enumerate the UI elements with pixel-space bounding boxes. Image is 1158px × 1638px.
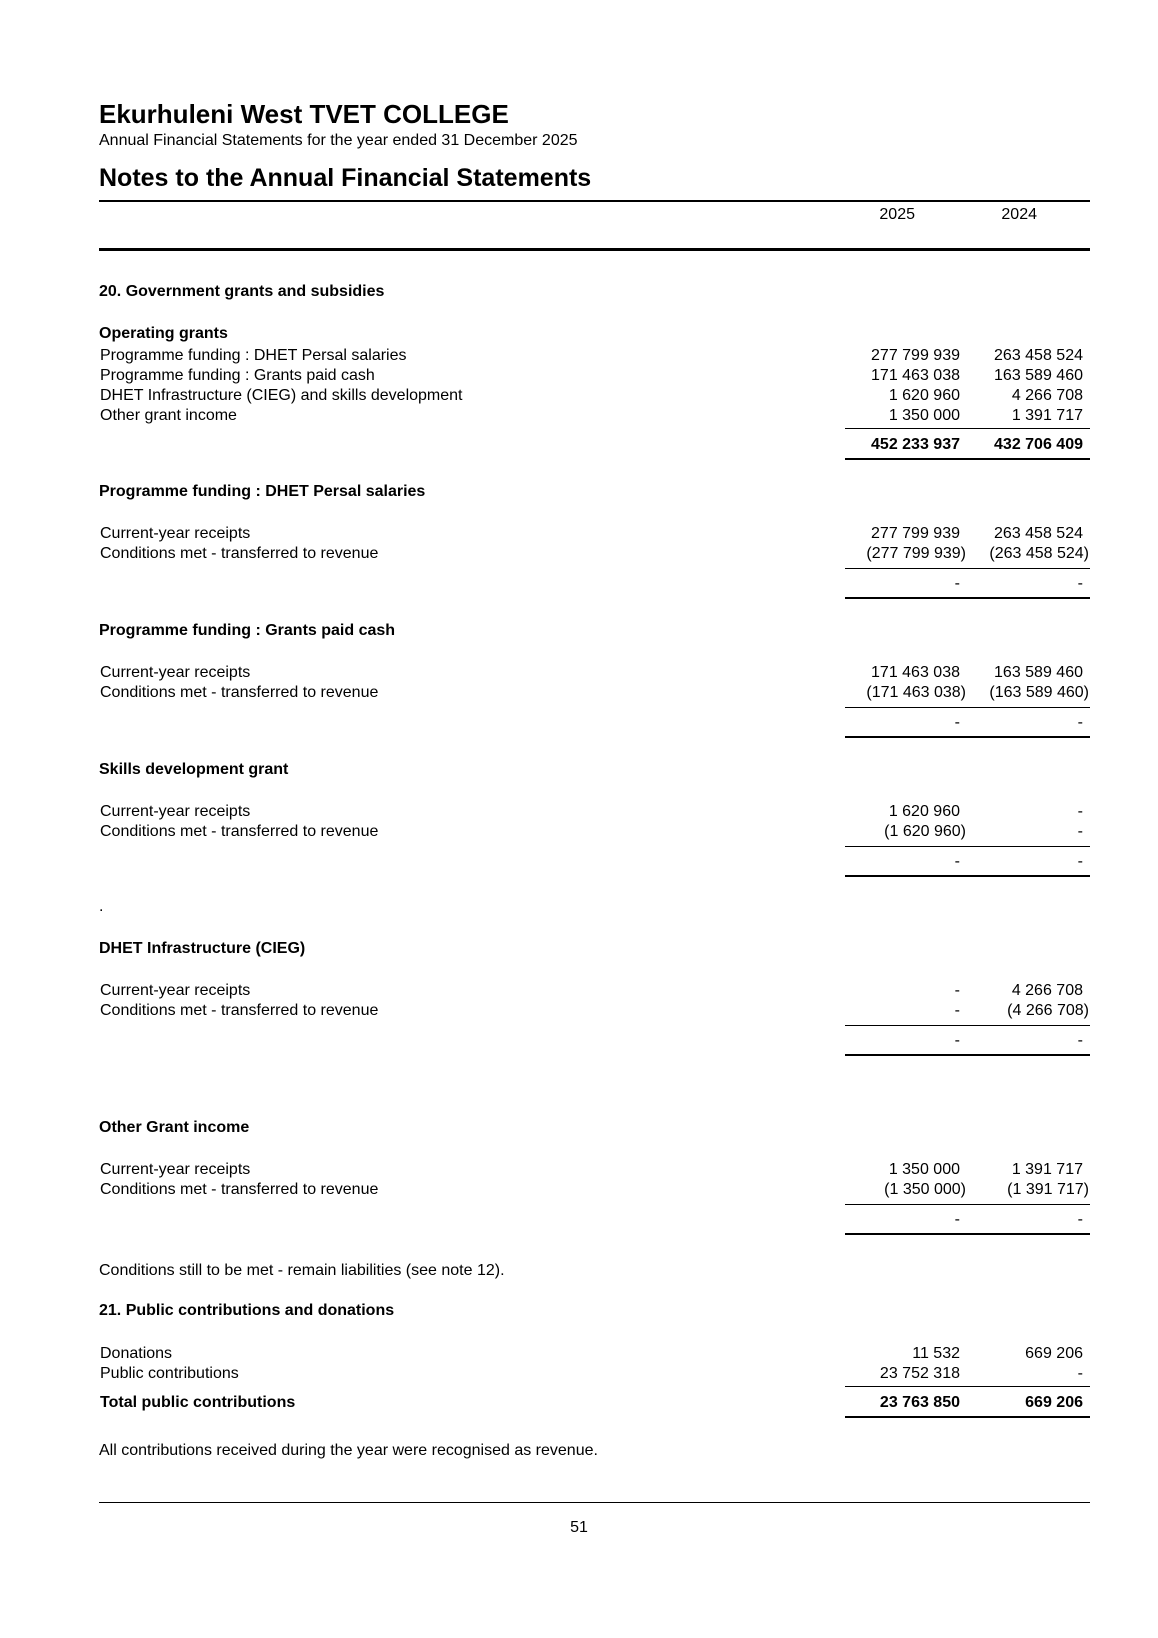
total-rule <box>845 1416 1090 1418</box>
subtotal-rule <box>845 568 1090 569</box>
receipts-2024: 1 391 717 <box>1011 1161 1083 1178</box>
conditions-label: Conditions met - transferred to revenue <box>100 545 379 562</box>
subtotal-rule <box>845 846 1090 847</box>
total-contributions-2024: 669 206 <box>1025 1394 1083 1411</box>
receipts-2025: 1 350 000 <box>888 1161 960 1178</box>
column-header-rule <box>99 248 1090 251</box>
section-title: Programme funding : Grants paid cash <box>99 622 396 639</box>
conditions-2025: (1 350 000) <box>884 1181 966 1198</box>
receipts-label: Current-year receipts <box>100 1161 251 1178</box>
operating-row-label: DHET Infrastructure (CIEG) and skills development <box>100 387 463 404</box>
contribution-row-2024: 669 206 <box>1025 1345 1083 1362</box>
operating-row-2024: 263 458 524 <box>994 347 1083 364</box>
conditions-label: Conditions met - transferred to revenue <box>100 823 379 840</box>
section-total-2024: - <box>1077 853 1083 870</box>
operating-total-2025: 452 233 937 <box>871 436 960 453</box>
operating-row-2025: 1 620 960 <box>888 387 960 404</box>
section-total-2025: - <box>954 714 960 731</box>
college-name: Ekurhuleni West TVET COLLEGE <box>99 99 509 129</box>
conditions-2024: (163 589 460) <box>989 684 1089 701</box>
page-number: 51 <box>570 1519 588 1536</box>
total-contributions-label: Total public contributions <box>100 1394 296 1411</box>
operating-grants-title: Operating grants <box>99 325 228 342</box>
operating-row-label: Other grant income <box>100 407 237 424</box>
operating-row-2025: 277 799 939 <box>871 347 960 364</box>
statements-subtitle: Annual Financial Statements for the year ended 31 December 2025 <box>99 132 578 149</box>
receipts-2024: - <box>1077 803 1083 820</box>
total-rule <box>845 736 1090 738</box>
operating-row-2024: 1 391 717 <box>1011 407 1083 424</box>
contribution-row-label: Donations <box>100 1345 173 1362</box>
operating-row-label: Programme funding : DHET Persal salaries <box>100 347 407 364</box>
conditions-label: Conditions met - transferred to revenue <box>100 1002 379 1019</box>
contributions-footnote: All contributions received during the year were recognised as revenue. <box>99 1442 598 1459</box>
operating-row-2025: 171 463 038 <box>871 367 960 384</box>
contribution-row-label: Public contributions <box>100 1365 239 1382</box>
section-total-2025: - <box>954 1032 960 1049</box>
section-title: DHET Infrastructure (CIEG) <box>99 940 306 957</box>
contribution-row-2025: 23 752 318 <box>879 1365 960 1382</box>
conditions-2024: - <box>1077 823 1083 840</box>
receipts-label: Current-year receipts <box>100 982 251 999</box>
section-total-2024: - <box>1077 1032 1083 1049</box>
section-total-2024: - <box>1077 1211 1083 1228</box>
total-rule <box>845 1054 1090 1056</box>
operating-row-2024: 4 266 708 <box>1011 387 1083 404</box>
contribution-row-2025: 11 532 <box>912 1345 960 1362</box>
subtotal-rule <box>845 707 1090 708</box>
contribution-row-2024: - <box>1077 1365 1083 1382</box>
receipts-2025: 277 799 939 <box>871 525 960 542</box>
conditions-2025: (277 799 939) <box>866 545 966 562</box>
receipts-label: Current-year receipts <box>100 525 251 542</box>
section-total-2024: - <box>1077 575 1083 592</box>
conditions-2024: (263 458 524) <box>989 545 1089 562</box>
conditions-label: Conditions met - transferred to revenue <box>100 1181 379 1198</box>
section-total-2024: - <box>1077 714 1083 731</box>
column-header-2024: 2024 <box>1001 206 1037 223</box>
operating-row-2024: 163 589 460 <box>994 367 1083 384</box>
section-title: Skills development grant <box>99 761 289 778</box>
conditions-2025: - <box>954 1002 960 1019</box>
operating-row-label: Programme funding : Grants paid cash <box>100 367 375 384</box>
receipts-label: Current-year receipts <box>100 803 251 820</box>
note-20-heading: 20. Government grants and subsidies <box>99 283 385 300</box>
section-title: Programme funding : DHET Persal salaries <box>99 483 426 500</box>
conditions-2024: (4 266 708) <box>1007 1002 1089 1019</box>
total-rule <box>845 597 1090 599</box>
section-total-2025: - <box>954 1211 960 1228</box>
receipts-2025: 1 620 960 <box>888 803 960 820</box>
total-contributions-2025: 23 763 850 <box>879 1394 960 1411</box>
subtotal-rule <box>845 428 1090 429</box>
section-title: Other Grant income <box>99 1119 250 1136</box>
total-rule <box>845 875 1090 877</box>
section-total-2025: - <box>954 853 960 870</box>
total-rule <box>845 1233 1090 1235</box>
receipts-2024: 163 589 460 <box>994 664 1083 681</box>
receipts-2024: 263 458 524 <box>994 525 1083 542</box>
receipts-label: Current-year receipts <box>100 664 251 681</box>
subtotal-rule <box>845 1204 1090 1205</box>
stray-dot: . <box>99 898 104 915</box>
operating-row-2025: 1 350 000 <box>888 407 960 424</box>
conditions-2024: (1 391 717) <box>1007 1181 1089 1198</box>
note-21-heading: 21. Public contributions and donations <box>99 1302 395 1319</box>
operating-total-2024: 432 706 409 <box>994 436 1083 453</box>
conditions-2025: (171 463 038) <box>866 684 966 701</box>
receipts-2025: 171 463 038 <box>871 664 960 681</box>
header-rule <box>99 200 1090 202</box>
conditions-note: Conditions still to be met - remain liabilities (see note 12). <box>99 1262 505 1279</box>
total-rule <box>845 458 1090 460</box>
conditions-label: Conditions met - transferred to revenue <box>100 684 379 701</box>
receipts-2025: - <box>954 982 960 999</box>
section-total-2025: - <box>954 575 960 592</box>
footer-rule <box>99 1502 1090 1503</box>
subtotal-rule <box>845 1025 1090 1026</box>
column-header-2025: 2025 <box>879 206 915 223</box>
receipts-2024: 4 266 708 <box>1011 982 1083 999</box>
conditions-2025: (1 620 960) <box>884 823 966 840</box>
subtotal-rule <box>845 1386 1090 1387</box>
page-title: Notes to the Annual Financial Statements <box>99 164 592 192</box>
